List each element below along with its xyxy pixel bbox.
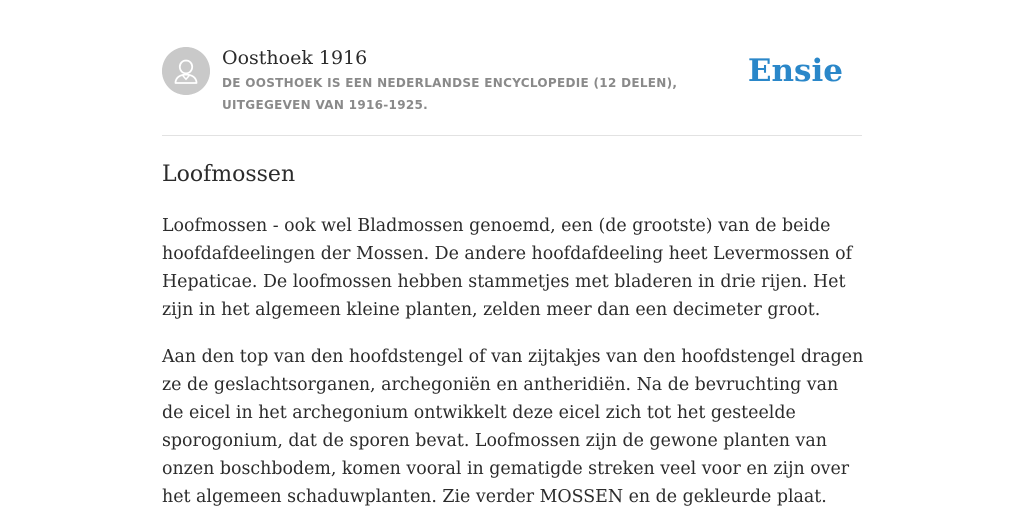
ensie-logo-link[interactable]: Ensie: [747, 53, 843, 89]
article-paragraph: Aan den top van den hoofdstengel of van zijtakjes van den hoofdstengel dragen ze de geslachtsorganen, archegoniën en antheridiën. Na de bevruchting van de eicel in het archegonium ontwikkelt deze eicel zich tot het gesteelde sporogonium, dat de sporen bevat. Loofmossen zijn de gewone planten van onzen boschbodem, komen vooral in gematigde streken veel voor en zijn over het algemeen schaduwplanten. Zie verder MOSSEN en de gekleurde plaat.: [162, 347, 864, 507]
source-name[interactable]: Oosthoek 1916: [222, 47, 368, 69]
user-avatar-icon[interactable]: [162, 47, 210, 95]
source-description: DE OOSTHOEK IS EEN NEDERLANDSE ENCYCLOPEDIE (12 DELEN), UITGEGEVEN VAN 1916-1925.: [222, 76, 678, 112]
header-divider: [162, 135, 862, 136]
article-title: Loofmossen: [162, 162, 296, 187]
article-paragraph: Loofmossen - ook wel Bladmossen genoemd, een (de grootste) van de beide hoofdafdeelingen der Mossen. De andere hoofdafdeeling heet Levermossen of Hepaticae. De loofmossen hebben stammetjes met bladeren in drie rijen. Het zijn in het algemeen kleine planten, zelden meer dan een decimeter groot.: [162, 216, 853, 320]
source-header: [162, 46, 862, 118]
article-body: [162, 212, 864, 530]
